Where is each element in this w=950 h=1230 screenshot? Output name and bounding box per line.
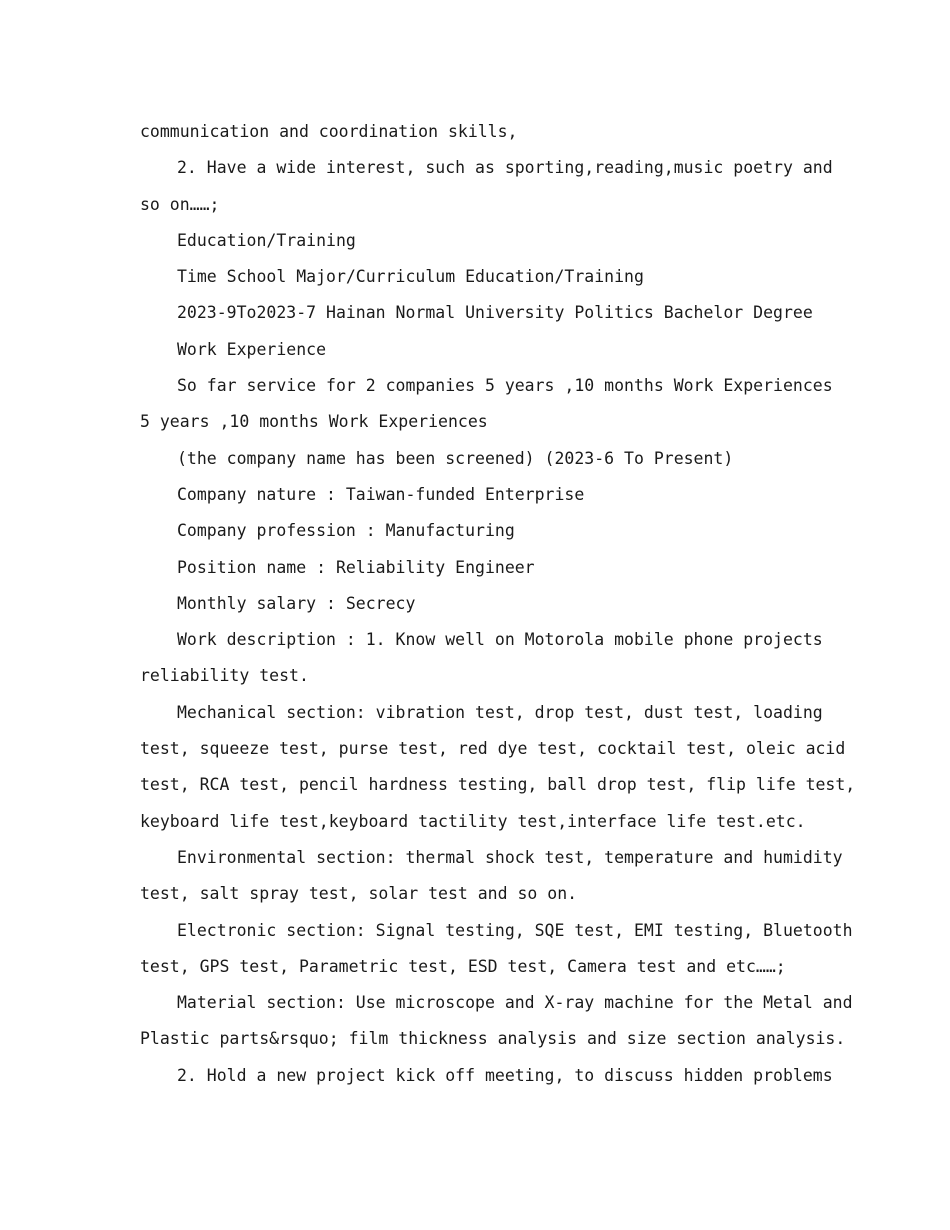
monthly-salary: Monthly salary : Secrecy <box>177 593 416 613</box>
text-line-16: reliability test. <box>140 666 309 686</box>
text-line-2: 2. Have a wide interest, such as sporting,reading,music poetry and <box>177 158 833 178</box>
company-period: (the company name has been screened) (2023-6 To Present) <box>177 448 734 468</box>
text-line-24: test, GPS test, Parametric test, ESD test, Camera test and etc……; <box>140 956 786 976</box>
electronic-section: Electronic section: Signal testing, SQE test, EMI testing, Bluetooth <box>177 920 853 940</box>
education-row: 2023-9To2023-7 Hainan Normal University Politics Bachelor Degree <box>177 303 813 323</box>
text-line-18: test, squeeze test, purse test, red dye test, cocktail test, oleic acid <box>140 739 846 759</box>
text-line-20: keyboard life test,keyboard tactility test,interface life test.etc. <box>140 811 806 831</box>
document-body <box>140 114 856 1094</box>
company-profession: Company profession : Manufacturing <box>177 521 515 541</box>
position-name: Position name : Reliability Engineer <box>177 557 535 577</box>
material-section: Material section: Use microscope and X-ray machine for the Metal and <box>177 993 853 1013</box>
text-line-3: so on……; <box>140 194 220 214</box>
text-line-9: 5 years ,10 months Work Experiences <box>140 412 488 432</box>
education-table-header: Time School Major/Curriculum Education/Training <box>177 267 644 287</box>
text-line-8: So far service for 2 companies 5 years ,10 months Work Experiences <box>177 376 833 396</box>
mechanical-section: Mechanical section: vibration test, drop test, dust test, loading <box>177 702 823 722</box>
environmental-section: Environmental section: thermal shock test, temperature and humidity <box>177 847 843 867</box>
text-line-22: test, salt spray test, solar test and so on. <box>140 884 578 904</box>
section-heading-work-experience: Work Experience <box>177 339 327 359</box>
section-heading-education: Education/Training <box>177 230 356 250</box>
work-description: Work description : 1. Know well on Motorola mobile phone projects <box>177 630 823 650</box>
text-line-27: 2. Hold a new project kick off meeting, to discuss hidden problems <box>177 1065 833 1085</box>
company-nature: Company nature : Taiwan-funded Enterprise <box>177 484 585 504</box>
text-line-26: Plastic parts&rsquo; film thickness analysis and size section analysis. <box>140 1029 846 1049</box>
text-line-1: communication and coordination skills, <box>140 122 518 141</box>
text-line-19: test, RCA test, pencil hardness testing, ball drop test, flip life test, <box>140 775 856 795</box>
